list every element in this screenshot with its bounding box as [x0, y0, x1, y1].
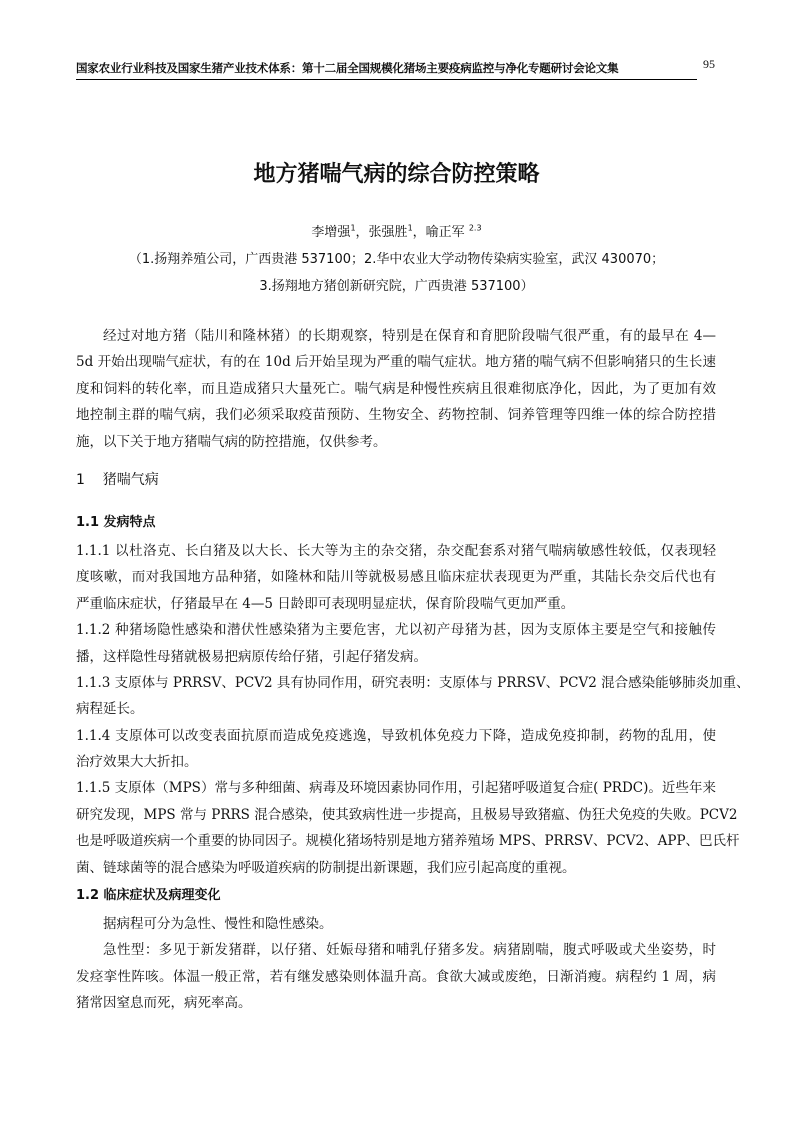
author-affiliation-mark: 1 [407, 223, 413, 233]
text-line: 1.1.1 以杜洛克、长白猪及以大长、长大等为主的杂交猪，杂交配套系对猪气喘病敏感性较低，仅表现轻 [76, 542, 716, 559]
text-line: 也是呼吸道疾病一个重要的协同因子。规模化猪场特别是地方猪养殖场 MPS、PRRSV、PCV2、APP、巴氏杆 [76, 833, 740, 850]
paper-title: 地方猪喘气病的综合防控策略 [253, 162, 540, 187]
intro-paragraph [76, 323, 716, 455]
author-name: 李增强 [311, 225, 351, 240]
text-line: 1.1.4 支原体可以改变表面抗原而造成免疫逃逸，导致机体免疫力下降，造成免疫抑制，药物的乱用，使 [76, 727, 716, 744]
body-text [76, 323, 750, 1017]
text-line: 度和饲料的转化率，而且造成猪只大量死亡。喘气病是种慢性疾病且很难彻底净化，因此，为了更加有效 [76, 380, 716, 397]
text-line: 1.1.2 种猪场隐性感染和潜伏性感染猪为主要危害，尤以初产母猪为甚，因为支原体主要是空气和接触传 [76, 622, 716, 639]
affiliation-line: （1.扬翔养殖公司，广西贵港 537100；2.华中农业大学动物传染病实验室，武汉 430070； [128, 252, 665, 267]
text-line: 据病程可分为急性、慢性和隐性感染。 [103, 916, 333, 933]
author-list: 李增强$^1$，张强胜$^1$，喻正军 $^{2.3}$ [311, 223, 482, 240]
item-paragraph [76, 775, 740, 881]
text-line: 猪常因窒息而死，病死率高。 [76, 995, 252, 1012]
text-line: 严重临床症状，仔猪最早在 4—5 日龄即可表现明显症状，保育阶段喘气更加严重。 [76, 595, 575, 612]
text-line: 经过对地方猪（陆川和隆林猪）的长期观察，特别是在保育和育肥阶段喘气很严重，有的最早在 4— [103, 328, 716, 344]
item-paragraph [76, 723, 716, 776]
text-line: 地控制主群的喘气病，我们必须采取疫苗预防、生物安全、药物控制、饲养管理等四维一体的综合防控措 [76, 407, 716, 424]
text-line: 病程延长。 [76, 701, 144, 718]
text-line: 度咳嗽，而对我国地方品种猪，如隆林和陆川等就极易感且临床症状表现更为严重，其陆长杂交后代也有 [76, 569, 716, 586]
author-name: 张强胜 [368, 225, 408, 240]
text-line: 播，这样隐性母猪就极易把病原传给仔猪，引起仔猪发病。 [76, 648, 427, 665]
page-number: 95 [703, 57, 715, 71]
author-affiliation-mark: 1 [350, 223, 356, 233]
subsection-heading: 1.1 发病特点 [76, 514, 156, 530]
item-paragraph [76, 670, 750, 723]
header-rule [76, 79, 697, 80]
author-affiliation-mark: 2.3 [468, 223, 482, 233]
affiliation-line: 3.扬翔地方猪创新研究院，广西贵港 537100） [259, 279, 534, 294]
text-line: 菌、链球菌等的混合感染为呼吸道疾病的防制提出新课题，我们应引起高度的重视。 [76, 859, 576, 876]
text-line: 5d 开始出现喘气症状，有的在 10d 后开始呈现为严重的喘气症状。地方猪的喘气病不但影响猪只的生长速 [76, 354, 716, 371]
text-line: 急性型：多见于新发猪群，以仔猪、妊娠母猪和哺乳仔猪多发。病猪剧喘，腹式呼吸或犬坐姿势，时 [103, 942, 716, 959]
text-line: 研究发现，MPS 常与 PRRS 混合感染，使其致病性进一步提高，且极易导致猪瘟、伪狂犬免疫的失败。PCV2 [76, 806, 738, 823]
text-line: 发痉挛性阵咳。体温一般正常，若有继发感染则体温升高。食欲大减或废绝，日渐消瘦。病程约 1 周，病 [76, 968, 716, 985]
section-heading: 1 猪喘气病 [76, 471, 159, 488]
text-line: 施，以下关于地方猪喘气病的防控措施，仅供参考。 [76, 433, 387, 450]
author-name: 喻正军 [425, 225, 465, 240]
text-line: 1.1.3 支原体与 PRRSV、PCV2 具有协同作用，研究表明：支原体与 PRRSV、PCV2 混合感染能够肺炎加重、 [76, 674, 750, 691]
text-line: 治疗效果大大折扣。 [76, 754, 198, 771]
acute-paragraph [76, 937, 716, 1016]
subsection-heading: 1.2 临床症状及病理变化 [76, 888, 221, 904]
running-header: 国家农业行业科技及国家生猪产业技术体系：第十二届全国规模化猪场主要疫病监控与净化专题研讨会论文集 [76, 61, 619, 75]
item-paragraph [76, 538, 716, 617]
item-paragraph [76, 617, 716, 670]
text-line: 1.1.5 支原体（MPS）常与多种细菌、病毒及环境因素协同作用，引起猪呼吸道复合症( PRDC)。近些年来 [76, 780, 716, 797]
